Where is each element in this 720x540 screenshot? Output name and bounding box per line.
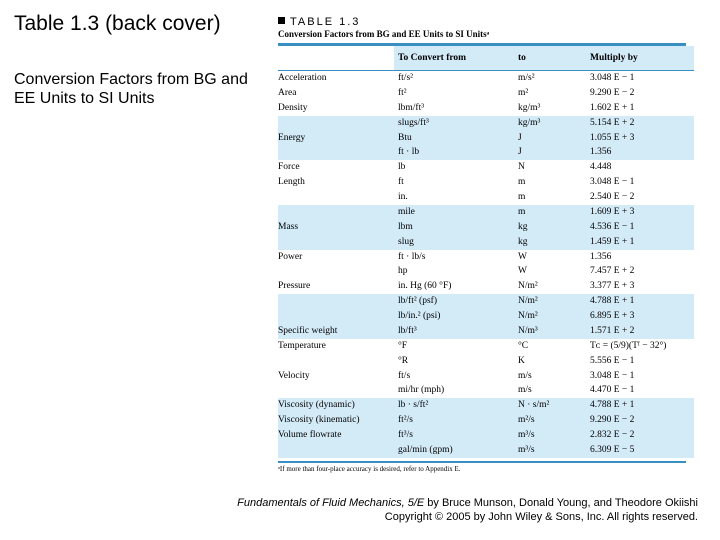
credit-line — [237, 496, 698, 510]
cell-from-unit: mi/hr (mph) — [398, 385, 445, 396]
cell-quantity — [278, 294, 394, 309]
cell-to-unit: K — [518, 355, 525, 366]
cell-multiplier: 4.470 E − 1 — [590, 385, 635, 396]
cell-multiplier: 3.048 E − 1 — [590, 177, 635, 188]
cell-quantity: Force — [278, 162, 300, 173]
cell-from-unit: gal/min (gpm) — [394, 443, 514, 458]
table-bottom-rule — [278, 461, 686, 463]
cell-to-unit: N/m² — [518, 281, 538, 292]
slide-subtitle: Conversion Factors from BG and EE Units to SI Units — [14, 71, 248, 107]
cell-multiplier: 2.832 E − 2 — [586, 428, 694, 443]
cell-from-unit: ft · lb/s — [398, 251, 426, 262]
cell-to-unit: W — [518, 251, 527, 262]
cell-to-unit: kg — [514, 220, 586, 235]
table-row — [278, 443, 694, 458]
cell-to-unit: J — [514, 131, 586, 146]
table-row — [278, 101, 694, 116]
table-caption: Conversion Factors from BG and EE Units to SI Unitsᵃ — [278, 29, 490, 39]
table-row — [278, 354, 694, 369]
cell-from-unit: lb · s/ft² — [394, 398, 514, 413]
conversion-table-figure — [278, 12, 686, 473]
cell-to-unit: N — [518, 162, 525, 173]
cell-to-unit: m — [514, 205, 586, 220]
cell-multiplier: 4.448 — [590, 162, 612, 173]
cell-quantity: Energy — [278, 131, 394, 146]
cell-from-unit: lb/ft² (psf) — [394, 294, 514, 309]
cell-multiplier: 6.309 E − 5 — [586, 443, 694, 458]
cell-to-unit: m³/s — [514, 428, 586, 443]
header-from: To Convert from — [394, 46, 514, 71]
cell-quantity — [278, 145, 394, 160]
table-label: TABLE 1.3 — [290, 16, 361, 28]
cell-multiplier: 9.290 E − 2 — [590, 87, 635, 98]
cell-to-unit: °C — [518, 340, 529, 351]
cell-multiplier: 4.536 E − 1 — [586, 220, 694, 235]
cell-from-unit: ft · lb — [394, 145, 514, 160]
cell-multiplier: 7.457 E + 2 — [590, 266, 635, 277]
cell-multiplier: 2.540 E − 2 — [590, 192, 635, 202]
header-multiply: Multiply by — [586, 46, 694, 71]
cell-to-unit: m — [518, 192, 526, 202]
cell-quantity — [278, 309, 394, 324]
cell-multiplier: 1.356 — [590, 251, 612, 262]
cell-from-unit: ft — [398, 177, 404, 188]
cell-quantity — [278, 190, 394, 205]
cell-to-unit: m² — [518, 87, 529, 98]
cell-quantity — [278, 264, 394, 279]
cell-from-unit: in. — [398, 192, 408, 202]
cell-multiplier: 1.602 E + 1 — [590, 102, 635, 113]
table-row — [278, 324, 694, 339]
cell-from-unit: ft³/s — [394, 428, 514, 443]
cell-to-unit: m³/s — [514, 443, 586, 458]
cell-quantity: Volume flowrate — [278, 428, 394, 443]
table-row — [278, 250, 694, 265]
cell-quantity: Power — [278, 251, 303, 262]
cell-to-unit: kg/m³ — [518, 102, 541, 113]
cell-multiplier: 5.556 E − 1 — [590, 355, 635, 366]
table-row — [278, 175, 694, 190]
cell-multiplier: Tᴄ = (5/9)(Tᶠ − 32°) — [590, 340, 667, 351]
table-row — [278, 220, 694, 235]
cell-to-unit: kg/m³ — [514, 116, 586, 131]
cell-from-unit: °F — [398, 340, 408, 351]
cell-multiplier: 4.788 E + 1 — [586, 398, 694, 413]
cell-from-unit: ft²/s — [394, 413, 514, 428]
cell-multiplier: 4.788 E + 1 — [586, 294, 694, 309]
cell-from-unit: °R — [398, 355, 409, 366]
cell-multiplier: 3.048 E − 1 — [590, 73, 635, 83]
cell-to-unit: kg — [514, 235, 586, 250]
cell-multiplier: 6.895 E + 3 — [586, 309, 694, 324]
book-title: Fundamentals of Fluid Mechanics, 5/E — [237, 497, 425, 509]
cell-from-unit: mile — [394, 205, 514, 220]
cell-from-unit: Btu — [394, 131, 514, 146]
table-row — [278, 205, 694, 220]
header-quantity — [278, 46, 394, 71]
cell-from-unit: slug — [394, 235, 514, 250]
cell-quantity: Density — [278, 102, 308, 113]
table-row — [278, 145, 694, 160]
book-authors: by Bruce Munson, Donald Young, and Theodore Okiishi — [424, 497, 698, 509]
cell-quantity — [278, 205, 394, 220]
cell-quantity: Pressure — [278, 281, 311, 292]
cell-from-unit: lb — [398, 162, 406, 173]
cell-from-unit: lbm — [394, 220, 514, 235]
cell-from-unit: ft² — [398, 87, 407, 98]
cell-quantity — [278, 443, 394, 458]
cell-to-unit: N/m² — [514, 309, 586, 324]
cell-multiplier: 5.154 E + 2 — [586, 116, 694, 131]
cell-multiplier: 1.571 E + 2 — [586, 324, 694, 339]
cell-to-unit: m/s² — [518, 73, 535, 83]
cell-quantity: Specific weight — [278, 324, 394, 339]
cell-quantity: Length — [278, 177, 305, 188]
cell-from-unit: hp — [398, 266, 408, 277]
cell-to-unit: m²/s — [514, 413, 586, 428]
credit-block — [237, 496, 698, 524]
cell-quantity: Temperature — [278, 340, 326, 351]
cell-quantity: Viscosity (kinematic) — [278, 413, 394, 428]
cell-from-unit: slugs/ft³ — [394, 116, 514, 131]
cell-multiplier: 1.356 — [586, 145, 694, 160]
cell-quantity: Acceleration — [278, 73, 327, 83]
cell-from-unit: lbm/ft³ — [398, 102, 425, 113]
cell-quantity: Mass — [278, 220, 394, 235]
table-row — [278, 369, 694, 384]
table-footnote: ᵃIf more than four-place accuracy is desired, refer to Appendix E. — [278, 464, 461, 473]
cell-from-unit: ft/s — [398, 370, 411, 381]
table-row — [278, 71, 694, 86]
cell-quantity — [278, 354, 394, 369]
cell-to-unit: N/m³ — [514, 324, 586, 339]
table-row — [278, 86, 694, 101]
table-row — [278, 190, 694, 205]
cell-multiplier: 1.609 E + 3 — [586, 205, 694, 220]
cell-multiplier: 1.459 E + 1 — [586, 235, 694, 250]
cell-to-unit: m — [518, 177, 526, 188]
cell-to-unit: m/s — [518, 370, 532, 381]
cell-from-unit: ft/s² — [398, 73, 413, 83]
cell-quantity: Area — [278, 87, 297, 98]
cell-to-unit: N/m² — [514, 294, 586, 309]
cell-quantity — [278, 235, 394, 250]
slide-title: Table 1.3 (back cover) — [14, 12, 221, 35]
table-row — [278, 264, 694, 279]
cell-multiplier: 3.048 E − 1 — [590, 370, 635, 381]
table-row — [278, 413, 694, 428]
table-row — [278, 279, 694, 294]
cell-quantity: Viscosity (dynamic) — [278, 398, 394, 413]
table-row — [278, 428, 694, 443]
cell-from-unit: lb/ft³ — [394, 324, 514, 339]
cell-quantity — [278, 116, 394, 131]
header-to: to — [514, 46, 586, 71]
table-row — [278, 131, 694, 146]
table-label-line — [278, 12, 686, 26]
table-row — [278, 160, 694, 175]
cell-quantity: Velocity — [278, 370, 310, 381]
cell-to-unit: N · s/m² — [514, 398, 586, 413]
table-row — [278, 116, 694, 131]
cell-multiplier: 1.055 E + 3 — [586, 131, 694, 146]
table-header-row — [278, 46, 694, 71]
table-row — [278, 383, 694, 398]
conversion-table — [278, 46, 694, 458]
table-row — [278, 294, 694, 309]
cell-multiplier: 9.290 E − 2 — [586, 413, 694, 428]
cell-to-unit: J — [514, 145, 586, 160]
cell-from-unit: lb/in.² (psi) — [394, 309, 514, 324]
cell-multiplier: 3.377 E + 3 — [590, 281, 635, 292]
table-row — [278, 398, 694, 413]
cell-to-unit: m/s — [518, 385, 532, 396]
table-row — [278, 339, 694, 354]
copyright-line: Copyright © 2005 by John Wiley & Sons, Inc. All rights reserved. — [384, 511, 698, 523]
square-bullet-icon — [278, 17, 285, 24]
table-body — [278, 71, 694, 458]
table-row — [278, 235, 694, 250]
cell-quantity — [278, 383, 394, 398]
table-row — [278, 309, 694, 324]
cell-to-unit: W — [518, 266, 527, 277]
cell-from-unit: in. Hg (60 °F) — [398, 281, 452, 292]
